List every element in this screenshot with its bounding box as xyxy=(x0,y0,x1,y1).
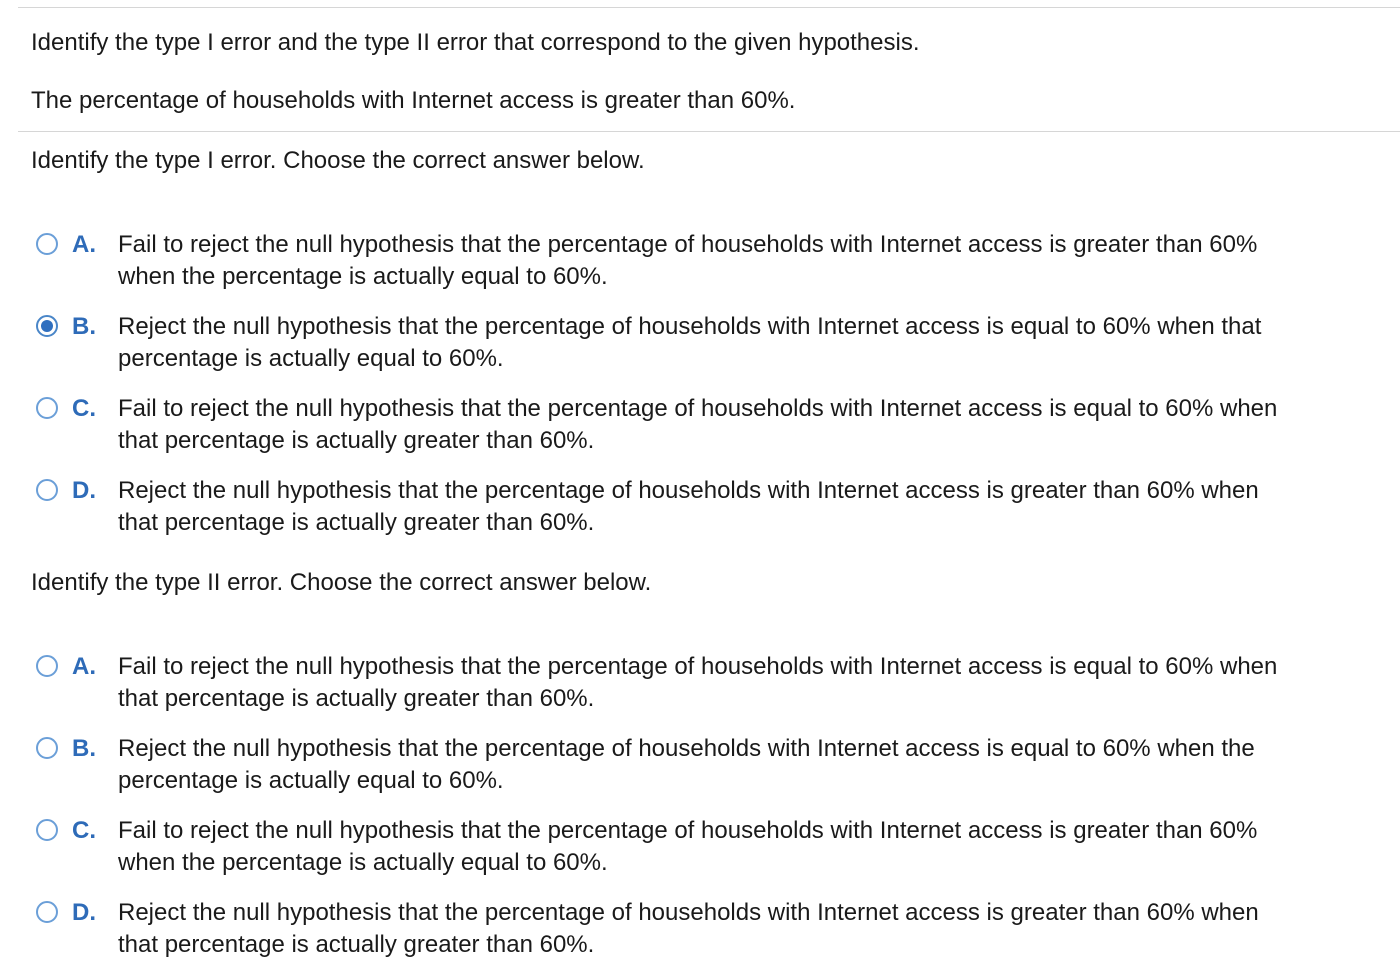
option-text-line: that percentage is actually greater than 60%. xyxy=(118,931,595,958)
option-text-line: Reject the null hypothesis that the percentage of households with Internet access is greater than 60% when xyxy=(118,477,1259,504)
top-divider xyxy=(18,7,1400,8)
question-title: Identify the type I error and the type II error that correspond to the given hypothesis. xyxy=(31,29,920,56)
option-letter: C. xyxy=(72,817,96,844)
type1-option-d[interactable] xyxy=(30,468,1390,536)
option-letter: A. xyxy=(72,653,96,680)
radio-unchecked-icon[interactable] xyxy=(36,397,58,419)
type1-option-c[interactable] xyxy=(30,386,1390,454)
type2-option-c[interactable] xyxy=(30,808,1390,876)
option-letter: A. xyxy=(72,231,96,258)
option-text xyxy=(118,311,1261,375)
radio-unchecked-icon[interactable] xyxy=(36,819,58,841)
option-text xyxy=(118,393,1277,457)
type1-prompt: Identify the type I error. Choose the correct answer below. xyxy=(31,147,645,174)
radio-unchecked-icon[interactable] xyxy=(36,655,58,677)
hypothesis-statement: The percentage of households with Internet access is greater than 60%. xyxy=(31,87,796,114)
radio-checked-icon[interactable] xyxy=(36,315,58,337)
section-divider xyxy=(18,131,1400,132)
radio-unchecked-icon[interactable] xyxy=(36,737,58,759)
option-text-line: Reject the null hypothesis that the percentage of households with Internet access is greater than 60% when xyxy=(118,899,1259,926)
option-text-line: that percentage is actually greater than 60%. xyxy=(118,427,595,454)
option-text-line: that percentage is actually greater than 60%. xyxy=(118,685,595,712)
option-text-line: when the percentage is actually equal to 60%. xyxy=(118,849,608,876)
type1-option-a[interactable] xyxy=(30,222,1390,290)
type2-option-b[interactable] xyxy=(30,726,1390,794)
option-text-line: Reject the null hypothesis that the percentage of households with Internet access is equal to 60% when that xyxy=(118,313,1262,340)
type2-prompt: Identify the type II error. Choose the correct answer below. xyxy=(31,569,652,596)
option-letter: D. xyxy=(72,477,96,504)
radio-unchecked-icon[interactable] xyxy=(36,233,58,255)
option-text xyxy=(118,815,1257,879)
type1-option-b[interactable] xyxy=(30,304,1390,372)
option-text-line: percentage is actually equal to 60%. xyxy=(118,767,504,794)
option-text xyxy=(118,475,1259,539)
option-letter: B. xyxy=(72,735,96,762)
option-text xyxy=(118,229,1257,293)
option-text-line: Fail to reject the null hypothesis that the percentage of households with Internet access is equal to 60% when xyxy=(118,395,1278,422)
option-text-line: percentage is actually equal to 60%. xyxy=(118,345,504,372)
option-text-line: Fail to reject the null hypothesis that the percentage of households with Internet access is greater than 60% xyxy=(118,231,1258,258)
option-text xyxy=(118,651,1277,715)
option-text-line: Fail to reject the null hypothesis that the percentage of households with Internet access is equal to 60% when xyxy=(118,653,1278,680)
radio-unchecked-icon[interactable] xyxy=(36,901,58,923)
option-text xyxy=(118,733,1255,797)
option-text-line: when the percentage is actually equal to 60%. xyxy=(118,263,608,290)
option-letter: B. xyxy=(72,313,96,340)
option-text-line: Reject the null hypothesis that the percentage of households with Internet access is equal to 60% when the xyxy=(118,735,1255,762)
option-text-line: that percentage is actually greater than 60%. xyxy=(118,509,595,536)
option-letter: C. xyxy=(72,395,96,422)
type2-option-d[interactable] xyxy=(30,890,1390,958)
radio-unchecked-icon[interactable] xyxy=(36,479,58,501)
option-letter: D. xyxy=(72,899,96,926)
type2-option-a[interactable] xyxy=(30,644,1390,712)
option-text-line: Fail to reject the null hypothesis that the percentage of households with Internet access is greater than 60% xyxy=(118,817,1258,844)
option-text xyxy=(118,897,1259,961)
